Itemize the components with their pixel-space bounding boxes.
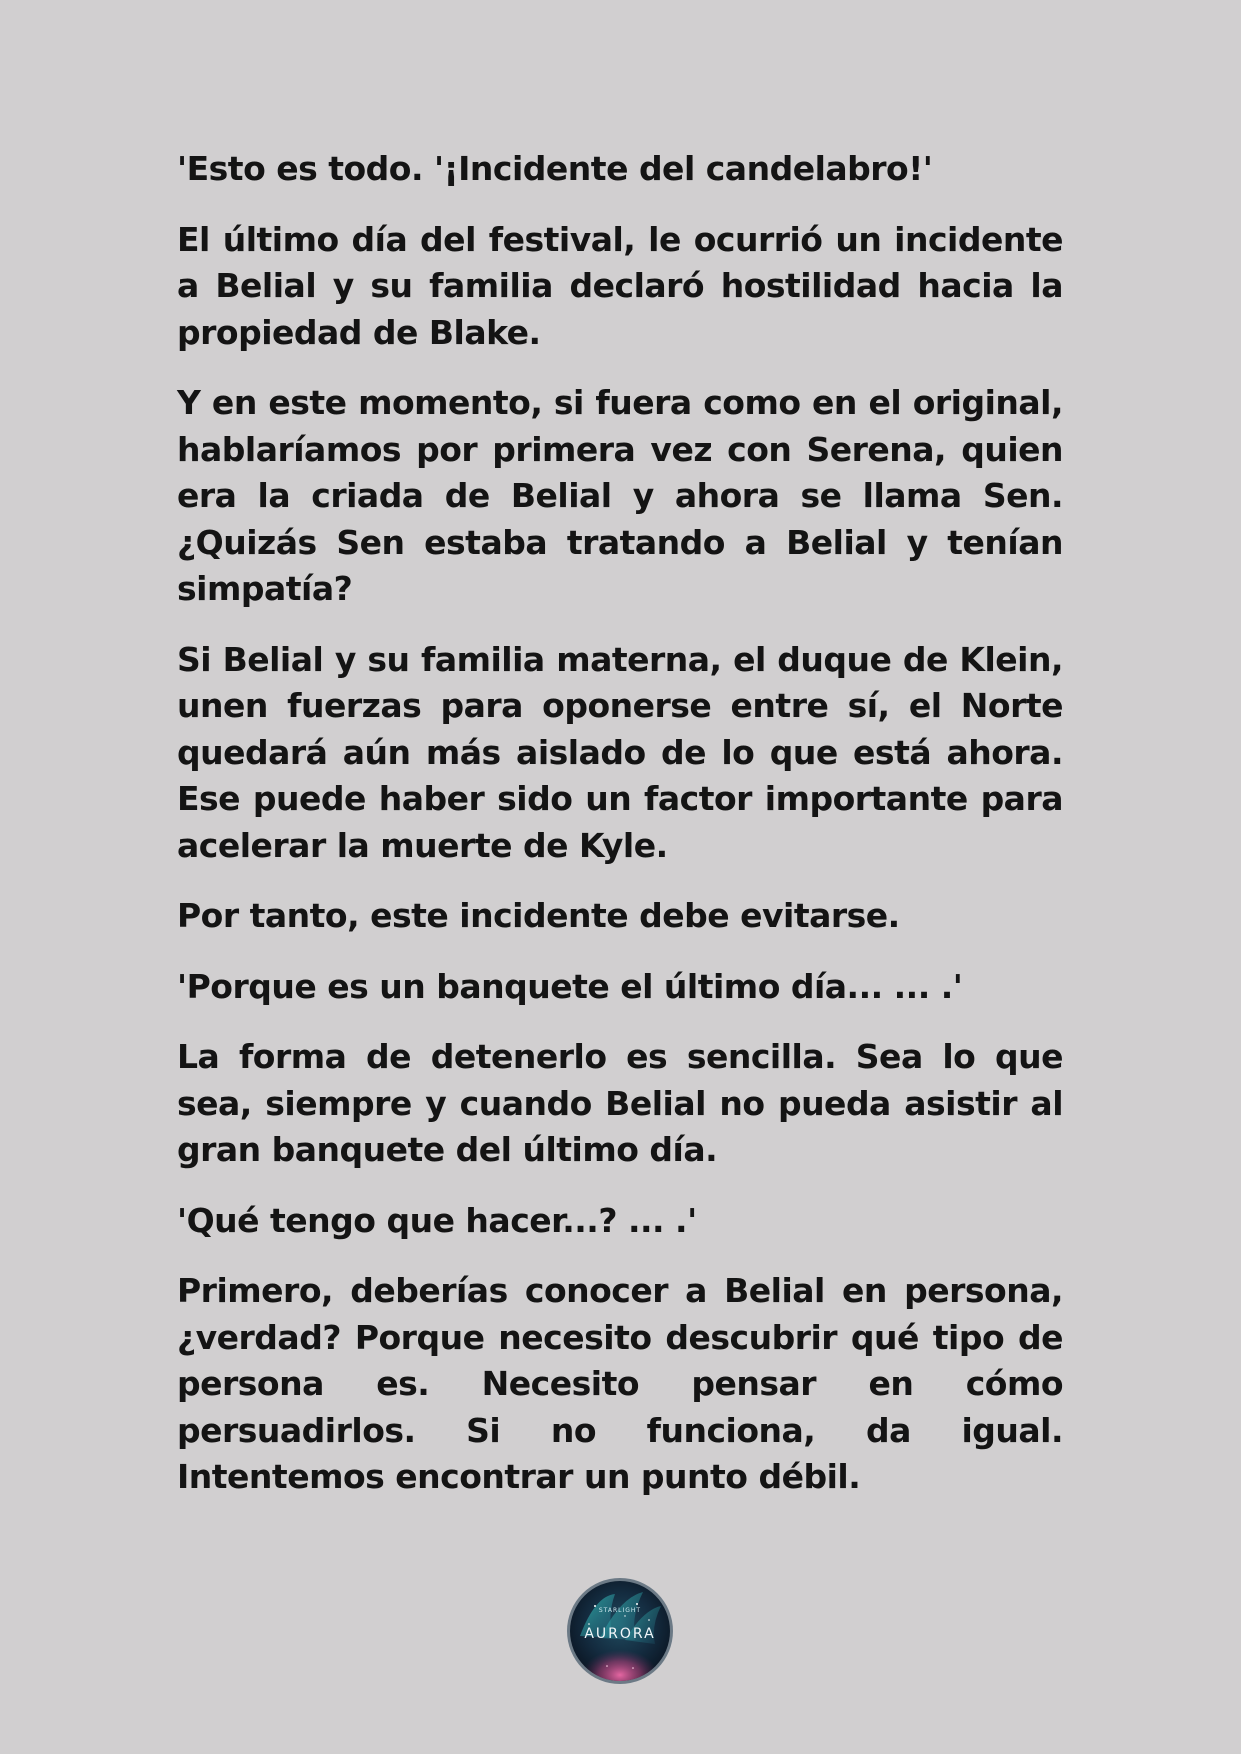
paragraph-1: 'Esto es todo. '¡Incidente del candelabro!' [177,149,933,188]
paragraph-3: Y en este momento, si fuera como en el original, hablaríamos por primera vez con Serena, quien era la criada de Belial y ahora se llama Sen. ¿Quizás Sen estaba tratando a Belial y tenían simpatía? [177,383,1063,608]
aurora-logo-icon [565,1576,675,1686]
paragraph-9: Primero, deberías conocer a Belial en persona, ¿verdad? Porque necesito descubrir qué tipo de persona es. Necesito pensar en cómo persuadirlos. Si no funciona, da igual. Intentemos encontrar un punto débil. [177,1271,1063,1496]
logo-text: AURORA [584,1626,656,1642]
paragraph-8: 'Qué tengo que hacer...? ... .' [177,1200,697,1240]
paragraph-2: El último día del festival, le ocurrió un incidente a Belial y su familia declaró hostilidad hacia la propiedad de Blake. [177,219,1063,352]
paragraph-4: Si Belial y su familia materna, el duque de Klein, unen fuerzas para oponerse entre sí, el Norte quedará aún más aislado de lo que está ahora. Ese puede haber sido un factor importante para acelerar la muerte de Kyle. [177,639,1063,865]
paragraph-5: Por tanto, este incidente debe evitarse. [177,896,900,935]
document-body [177,146,1063,1525]
paragraph-6: 'Porque es un banquete el último día... ... .' [177,966,963,1006]
logo-subtext: STARLIGHT [598,1607,642,1614]
paragraph-7: La forma de detenerlo es sencilla. Sea lo que sea, siempre y cuando Belial no pueda asistir al gran banquete del último día. [177,1037,1063,1169]
